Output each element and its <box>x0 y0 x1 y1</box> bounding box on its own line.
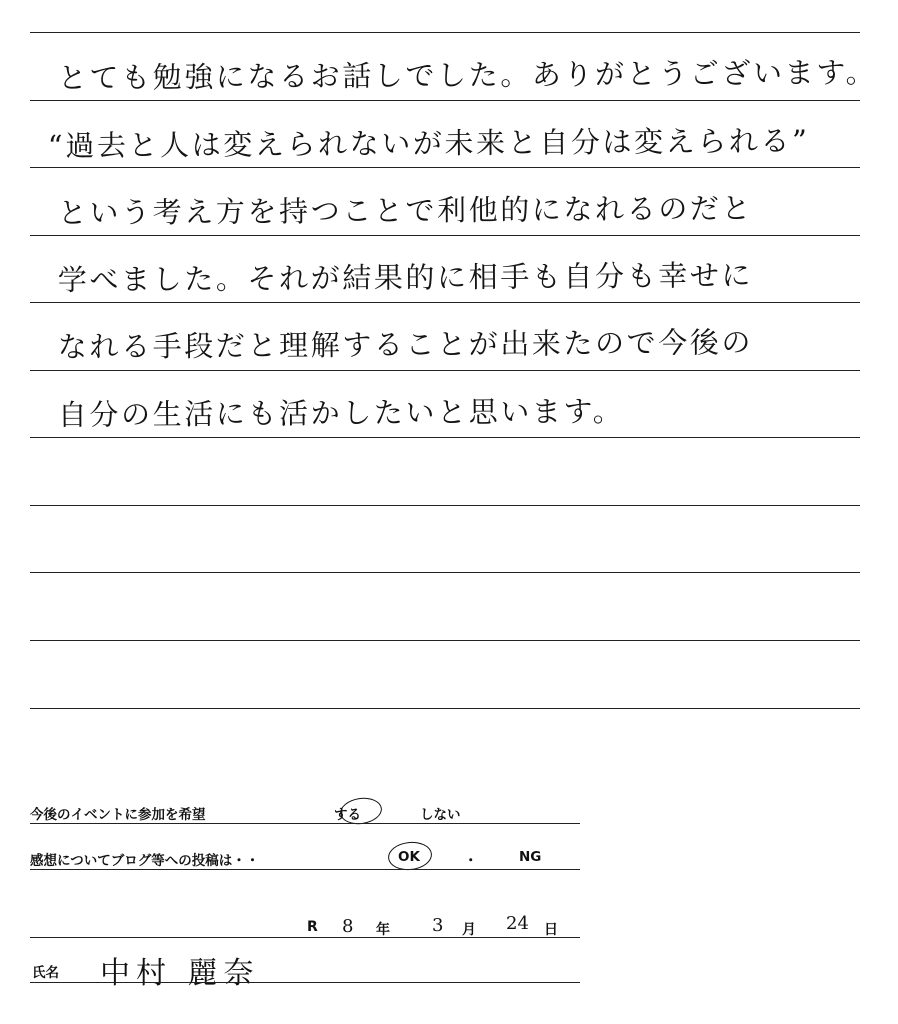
form-underline <box>30 869 580 870</box>
event-yes-option[interactable]: する <box>334 807 361 823</box>
ruled-line <box>30 505 860 506</box>
comment-line-1: とても勉強になるお話しでした。ありがとうございます。 <box>57 55 878 96</box>
date-day: 24 <box>506 913 529 934</box>
blog-permission-label: 感想についてブログ等への投稿は・・ <box>30 853 260 869</box>
ruled-line <box>30 708 860 709</box>
comment-line-3: という考え方を持つことで利他的になれるのだと <box>57 191 754 231</box>
ruled-line <box>30 100 860 101</box>
event-participation-label: 今後のイベントに参加を希望 <box>30 807 206 823</box>
form-underline <box>30 823 580 824</box>
ruled-line <box>30 370 860 371</box>
date-era: R <box>307 919 318 935</box>
comment-line-6: 自分の生活にも活かしたいと思います。 <box>57 394 625 433</box>
form-underline <box>30 982 580 983</box>
blog-ng-option[interactable]: NG <box>519 849 542 865</box>
blog-ok-option[interactable]: OK <box>398 849 420 865</box>
name-label: 氏名 <box>32 965 59 981</box>
comment-line-4: 学べました。それが結果的に相手も自分も幸せに <box>57 258 754 298</box>
comment-line-2: “過去と人は変えられないが未来と自分は変えられる” <box>47 123 810 164</box>
date-month-unit: 月 <box>462 922 476 938</box>
comment-line-5: なれる手段だと理解することが出来たので今後の <box>57 325 754 365</box>
blog-separator: ・ <box>464 853 478 869</box>
event-no-option[interactable]: しない <box>420 807 461 823</box>
ruled-line <box>30 572 860 573</box>
date-day-unit: 日 <box>544 922 558 938</box>
selected-circle-mark <box>387 840 434 872</box>
ruled-line <box>30 437 860 438</box>
ruled-line <box>30 235 860 236</box>
date-year: 8 <box>342 916 354 937</box>
date-year-unit: 年 <box>376 922 390 938</box>
ruled-line <box>30 302 860 303</box>
ruled-line <box>30 32 860 33</box>
name-value: 中村 麗奈 <box>100 956 260 991</box>
ruled-line <box>30 167 860 168</box>
form-underline <box>30 937 580 938</box>
ruled-line <box>30 640 860 641</box>
date-month: 3 <box>432 915 444 936</box>
